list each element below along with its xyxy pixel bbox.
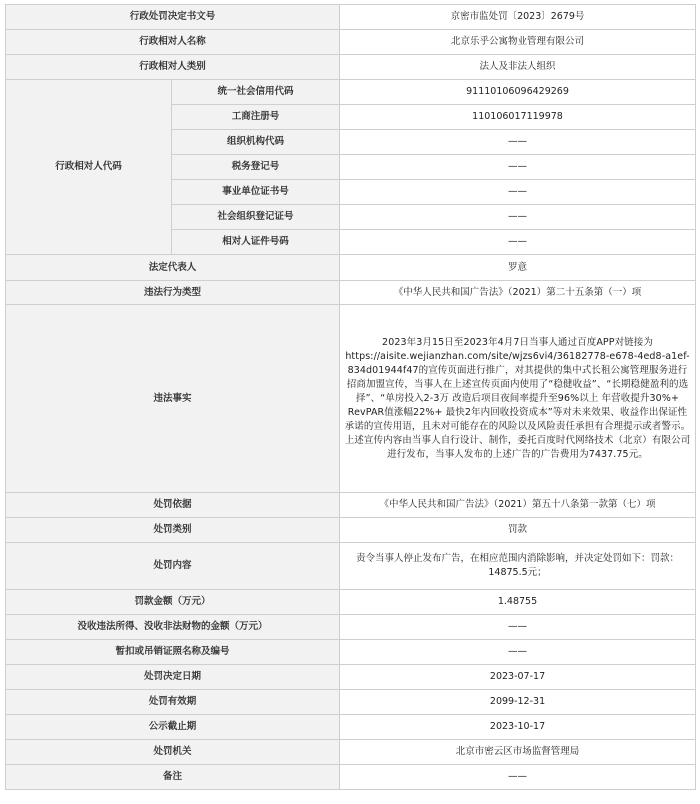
row-category: [6, 518, 696, 543]
value-authority: 北京市密云区市场监督管理局: [340, 740, 696, 765]
label-publish-until: 公示截止期: [6, 715, 340, 740]
label-decision-no: 行政处罚决定书文号: [6, 5, 340, 30]
row-credit-code: [6, 80, 696, 105]
value-decision-no: 京密市监处罚〔2023〕2679号: [340, 5, 696, 30]
value-id-no: ——: [340, 230, 696, 255]
label-tax-no: 税务登记号: [172, 155, 340, 180]
label-institution-no: 事业单位证书号: [172, 180, 340, 205]
label-violation-facts: 违法事实: [6, 305, 340, 493]
label-id-no: 相对人证件号码: [172, 230, 340, 255]
value-fine: 1.48755: [340, 590, 696, 615]
label-violation-type: 违法行为类型: [6, 281, 340, 305]
value-legal-rep: 罗意: [340, 255, 696, 281]
value-violation-type: 《中华人民共和国广告法》（2021）第二十五条第（一）项: [340, 281, 696, 305]
value-category: 罚款: [340, 518, 696, 543]
label-reg-no: 工商注册号: [172, 105, 340, 130]
label-party-name: 行政相对人名称: [6, 30, 340, 55]
label-fine: 罚款金额（万元）: [6, 590, 340, 615]
row-confiscation: [6, 615, 696, 640]
value-party-name: 北京乐乎公寓物业管理有限公司: [340, 30, 696, 55]
label-party-type: 行政相对人类别: [6, 55, 340, 80]
row-party-type: [6, 55, 696, 80]
label-org-code: 组织机构代码: [172, 130, 340, 155]
row-legal-rep: [6, 255, 696, 281]
value-social-org-no: ——: [340, 205, 696, 230]
value-publish-until: 2023-10-17: [340, 715, 696, 740]
value-confiscation: ——: [340, 615, 696, 640]
label-social-org-no: 社会组织登记证号: [172, 205, 340, 230]
label-license: 暂扣或吊销证照名称及编号: [6, 640, 340, 665]
value-violation-facts: 2023年3月15日至2023年4月7日当事人通过百度APP对链接为https://aisite.wejianzhan.com/site/wjzs6vi4/36182778-e678-4ed8-a1ef-834d01944f47的宣传页面进行推广，对其提供的集中式长租公寓管理服务进行招商加盟宣传，当事人在上述宣传页面内使用了“稳健收益”、“长期稳健盈利的选择”、“单房投入2-3万 改造后项目夜间率提升至96%以上 年营收提升30%+ RevPAR值涨幅22%+ 最快2年内回收投资成本”等对未来效果、收益作出保证性承诺的宣传用语，且未对可能存在的风险以及风险责任承担有合理提示或者警示。上述宣传内容由当事人自行设计、制作，委托百度时代网络技术（北京）有限公司进行发布，当事人发布的上述广告的广告费用为7437.75元。: [340, 305, 696, 493]
row-decision-no: [6, 5, 696, 30]
value-decision-date: 2023-07-17: [340, 665, 696, 690]
row-valid-until: [6, 690, 696, 715]
label-decision-date: 处罚决定日期: [6, 665, 340, 690]
label-remarks: 备注: [6, 765, 340, 790]
value-org-code: ——: [340, 130, 696, 155]
penalty-info-table: [5, 4, 696, 790]
row-basis: [6, 493, 696, 518]
label-category: 处罚类别: [6, 518, 340, 543]
value-license: ——: [340, 640, 696, 665]
label-legal-rep: 法定代表人: [6, 255, 340, 281]
row-remarks: [6, 765, 696, 790]
value-credit-code: 91110106096429269: [340, 80, 696, 105]
value-reg-no: 110106017119978: [340, 105, 696, 130]
row-content: [6, 543, 696, 590]
label-valid-until: 处罚有效期: [6, 690, 340, 715]
row-authority: [6, 740, 696, 765]
row-license: [6, 640, 696, 665]
label-party-code: 行政相对人代码: [6, 80, 172, 255]
value-tax-no: ——: [340, 155, 696, 180]
label-content: 处罚内容: [6, 543, 340, 590]
row-party-name: [6, 30, 696, 55]
label-credit-code: 统一社会信用代码: [172, 80, 340, 105]
label-authority: 处罚机关: [6, 740, 340, 765]
row-violation-type: [6, 281, 696, 305]
value-party-type: 法人及非法人组织: [340, 55, 696, 80]
value-content: 责令当事人停止发布广告，在相应范围内消除影响，并决定处罚如下：罚款：14875.5元；: [340, 543, 696, 590]
row-publish-until: [6, 715, 696, 740]
row-decision-date: [6, 665, 696, 690]
row-fine: [6, 590, 696, 615]
value-valid-until: 2099-12-31: [340, 690, 696, 715]
value-remarks: ——: [340, 765, 696, 790]
row-violation-facts: [6, 305, 696, 493]
label-confiscation: 没收违法所得、没收非法财物的金额（万元）: [6, 615, 340, 640]
value-institution-no: ——: [340, 180, 696, 205]
label-basis: 处罚依据: [6, 493, 340, 518]
value-basis: 《中华人民共和国广告法》（2021）第五十八条第一款第（七）项: [340, 493, 696, 518]
